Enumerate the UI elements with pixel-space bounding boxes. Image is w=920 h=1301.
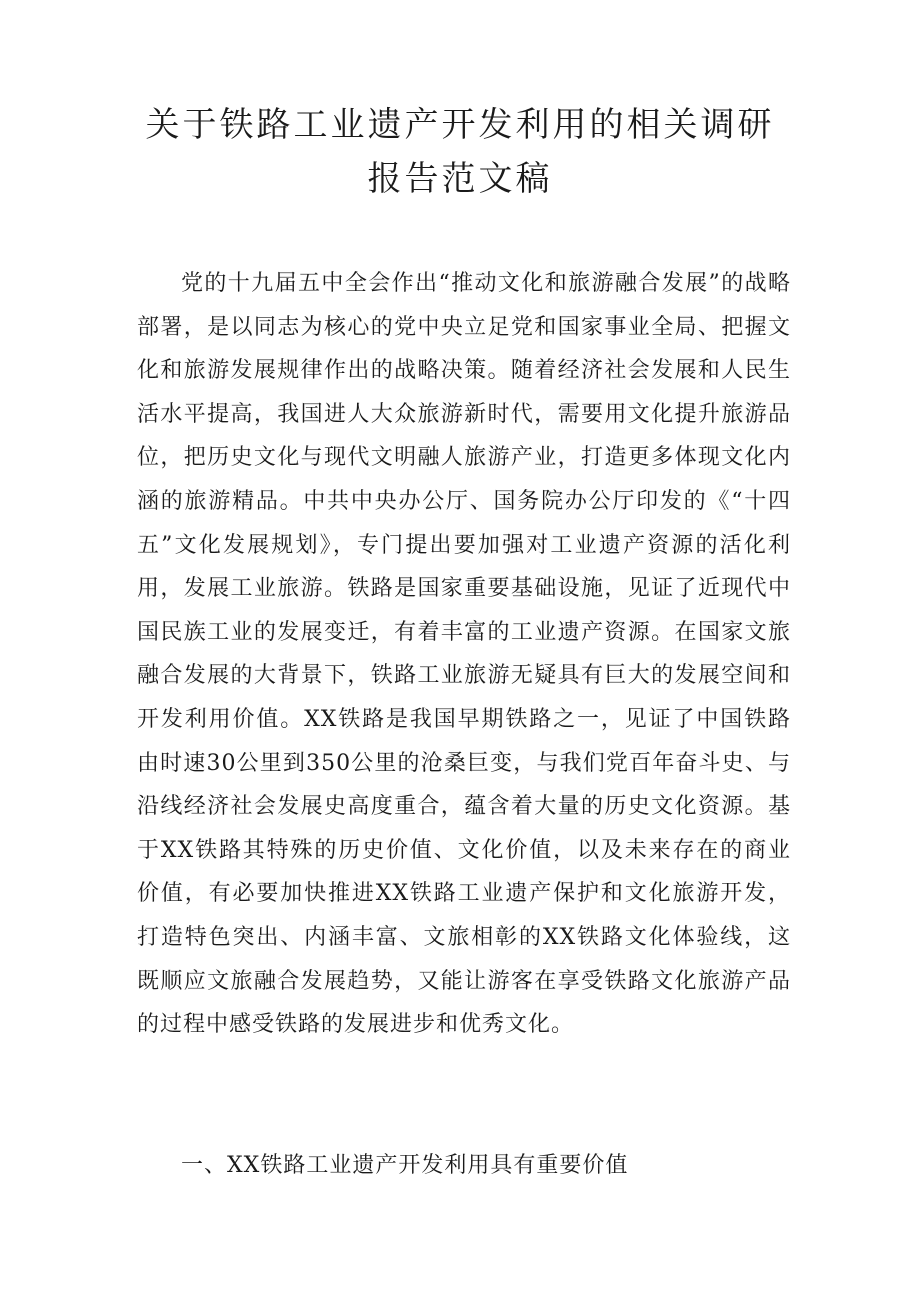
document-title: 关于铁路工业遗产开发利用的相关调研报告范文稿	[145, 105, 775, 199]
intro-paragraph: 党的十九届五中全会作出“推动文化和旅游融合发展”的战略部署，是以同志为核心的党中央立足党和国家事业全局、把握文化和旅游发展规律作出的战略决策。随着经济社会发展和人民生活水平提高，我国进人大众旅游新时代，需要用文化提升旅游品位，把历史文化与现代文明融人旅游产业，打造更多体现文化内涵的旅游精品。中共中央办公厅、国务院办公厅印发的《“十四五”文化发展规划》，专门提出要加强对工业遗产资源的活化利用，发展工业旅游。铁路是国家重要基础设施，见证了近现代中国民族工业的发展变迁，有着丰富的工业遗产资源。在国家文旅融合发展的大背景下，铁路工业旅游无疑具有巨大的发展空间和开发利用价值。XX铁路是我国早期铁路之一，见证了中国铁路由时速30公里到350公里的沧桑巨变，与我们党百年奋斗史、与沿线经济社会发展史高度重合，蕴含着大量的历史文化资源。基于XX铁路其特殊的历史价值、文化价值，以及未来存在的商业价值，有必要加快推进XX铁路工业遗产保护和文化旅游开发，打造特色突出、内涵丰富、文旅相彰的XX铁路文化体验线，这既顺应文旅融合发展趋势，又能让游客在享受铁路文化旅游产品的过程中感受铁路的发展进步和优秀文化。	[137, 271, 791, 1038]
section-heading: 一、XX铁路工业遗产开发利用具有重要价值	[181, 1153, 629, 1178]
